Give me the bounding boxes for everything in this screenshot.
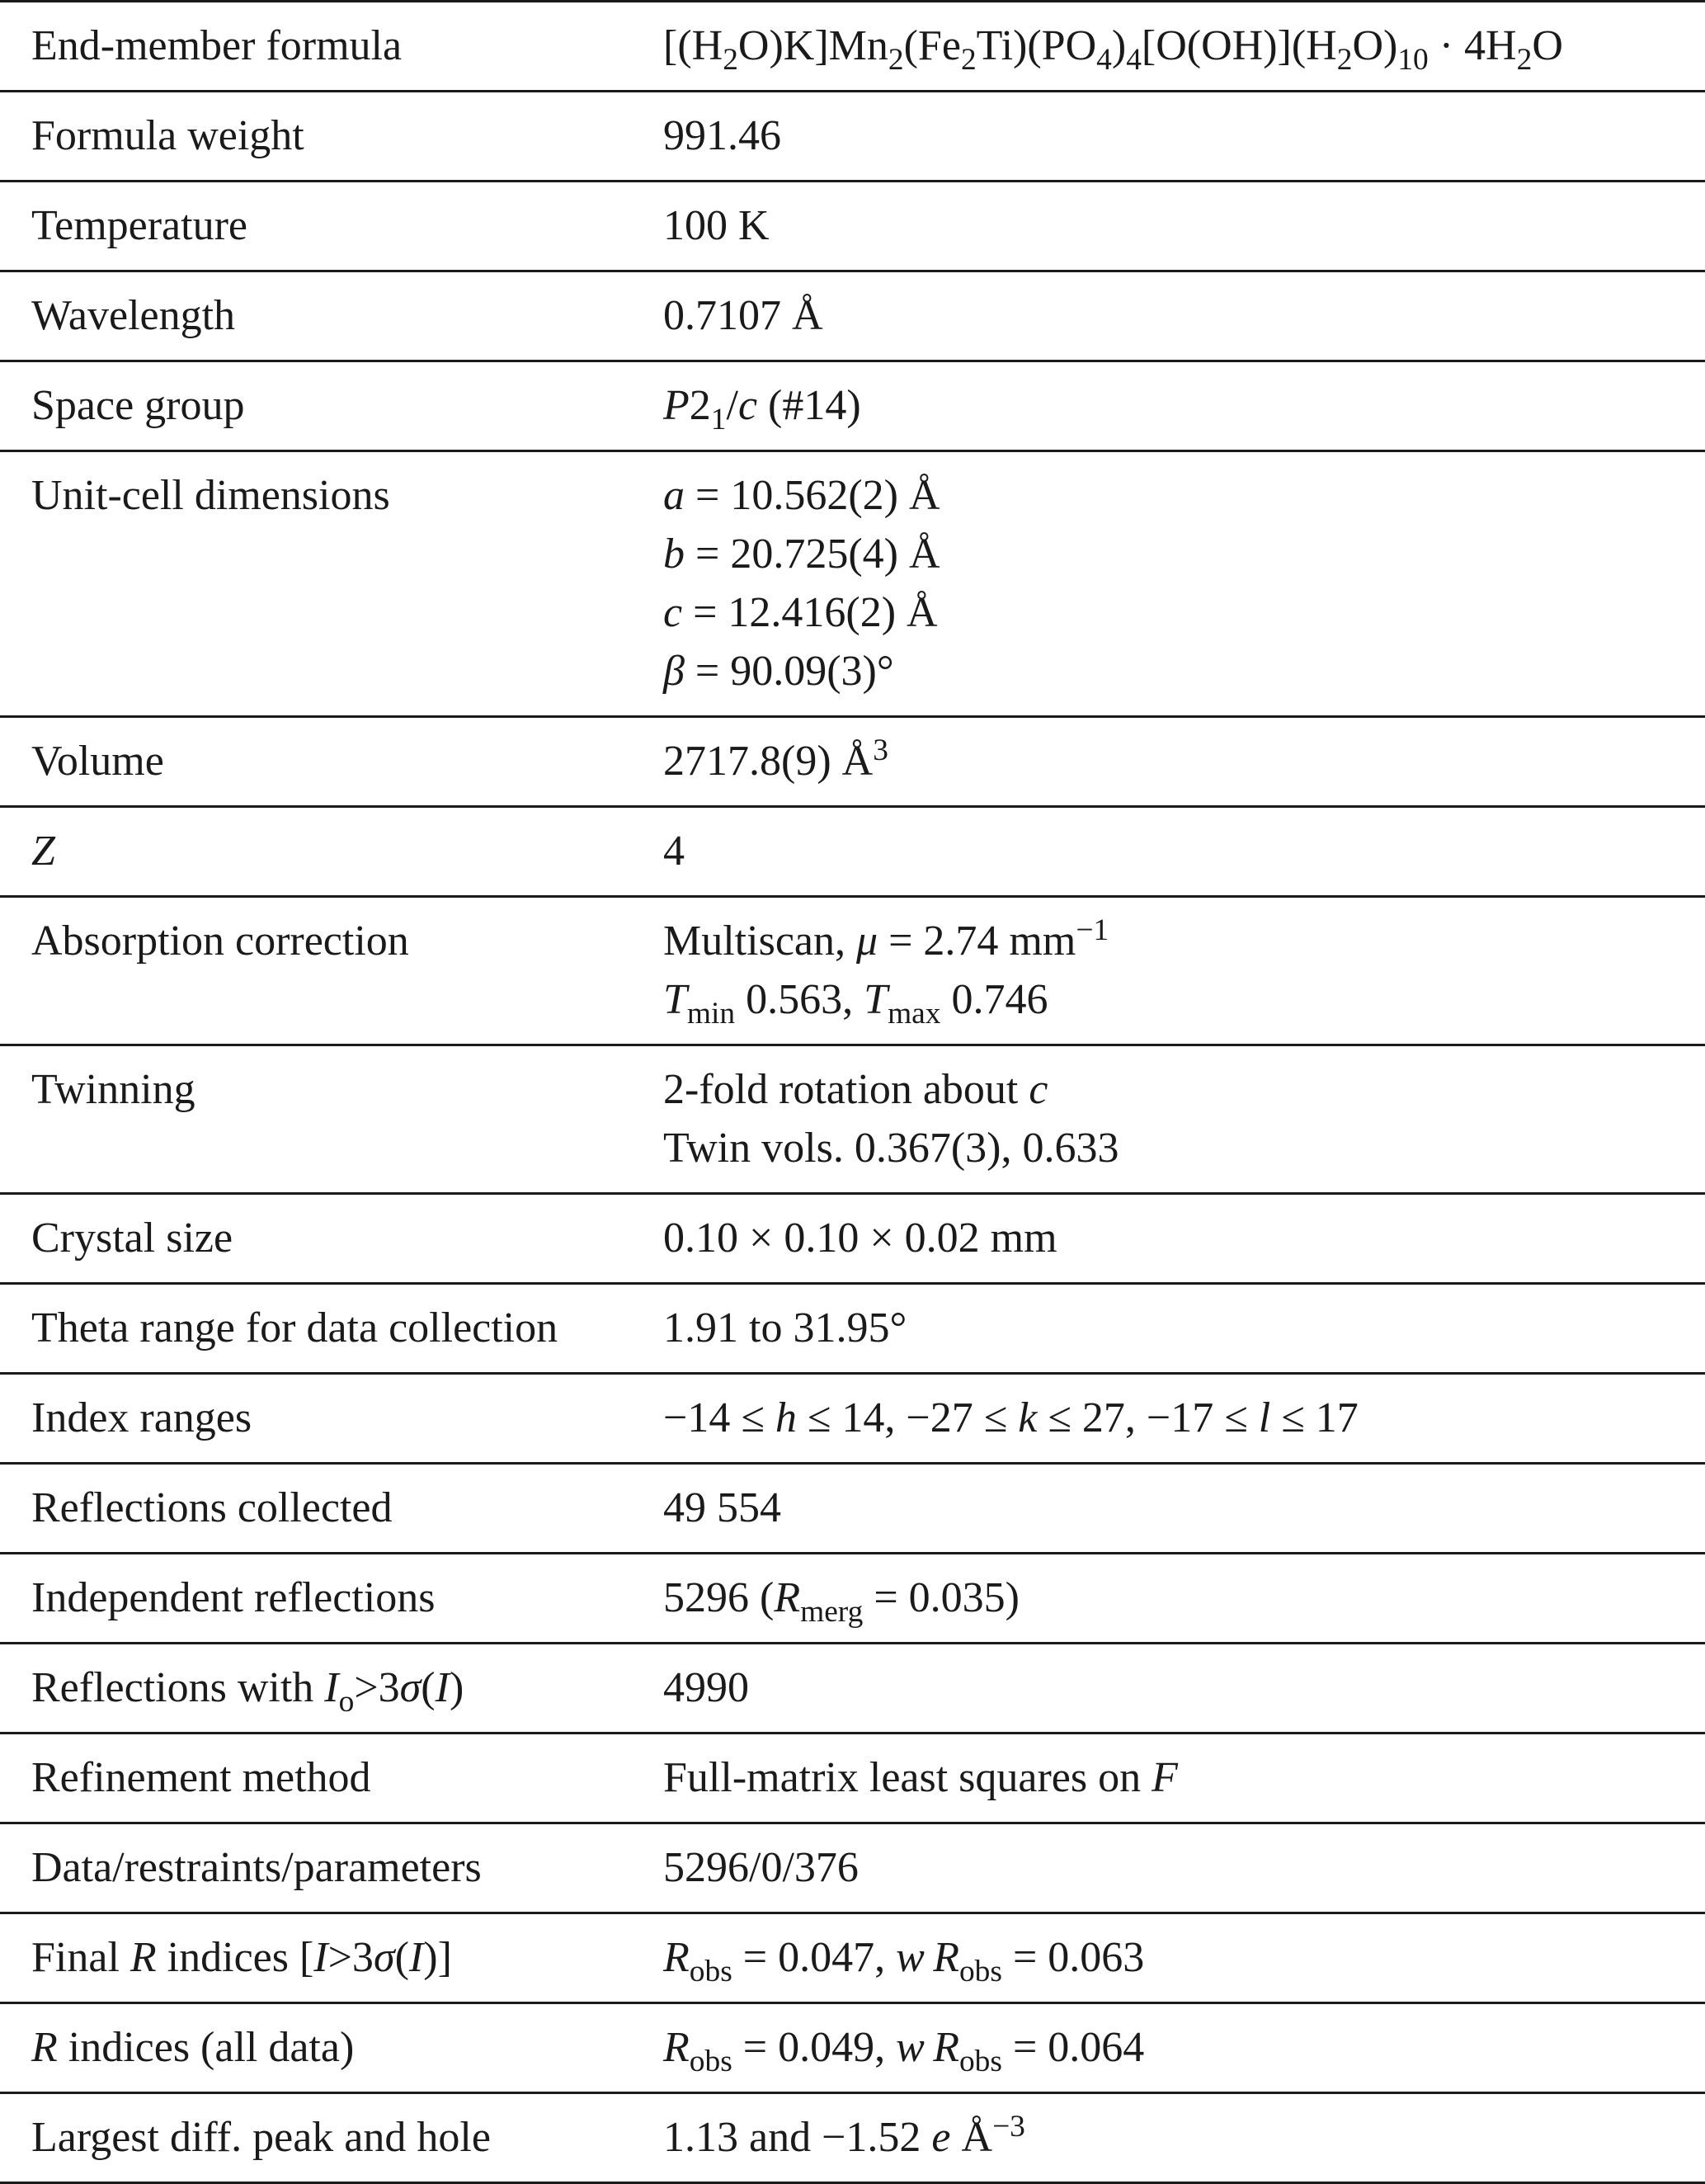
row-label xyxy=(0,1823,632,1913)
row-label-text: Unit-cell dimensions xyxy=(31,472,390,519)
table-row xyxy=(0,1823,1705,1913)
row-label xyxy=(0,2,632,92)
row-label-text: Wavelength xyxy=(31,292,236,339)
row-value xyxy=(632,451,1705,717)
row-label xyxy=(0,1464,632,1554)
row-label-text: Refinement method xyxy=(31,1754,371,1801)
table-row xyxy=(0,717,1705,807)
row-label-text: Z xyxy=(31,828,55,875)
row-value-line: 4 xyxy=(663,828,685,875)
row-value-line: 5296/0/376 xyxy=(663,1844,859,1891)
row-value-line: 2-fold rotation about c xyxy=(663,1066,1048,1113)
row-value-line: 991.46 xyxy=(663,112,781,159)
row-value xyxy=(632,1464,1705,1554)
table-row xyxy=(0,271,1705,361)
row-label-text: Volume xyxy=(31,738,164,785)
row-label xyxy=(0,271,632,361)
row-value xyxy=(632,1554,1705,1644)
row-label xyxy=(0,361,632,451)
table-row xyxy=(0,92,1705,182)
table-row xyxy=(0,1644,1705,1734)
row-label-text: Independent reflections xyxy=(31,1574,436,1621)
row-label xyxy=(0,1194,632,1284)
row-label xyxy=(0,1554,632,1644)
row-value-line: 2717.8(9) $Å^3$ xyxy=(663,734,888,785)
table-row xyxy=(0,1734,1705,1823)
row-value-line: 5296 $(R_{merg} = 0.035)$ xyxy=(663,1574,1020,1629)
row-value-line: $T_{min}$ 0.563, $T_{max}$ 0.746 xyxy=(663,976,1048,1031)
row-value xyxy=(632,1823,1705,1913)
row-label-text: Twinning xyxy=(31,1066,195,1113)
table-row xyxy=(0,2,1705,92)
row-value xyxy=(632,271,1705,361)
table-row xyxy=(0,1913,1705,2003)
row-value xyxy=(632,717,1705,807)
row-value-line: −14 ≤ h ≤ 14, −27 ≤ k ≤ 27, −17 ≤ l ≤ 17 xyxy=(663,1394,1359,1441)
row-label xyxy=(0,1644,632,1734)
table-row xyxy=(0,2093,1705,2183)
row-value xyxy=(632,1194,1705,1284)
row-value xyxy=(632,1734,1705,1823)
row-value xyxy=(632,1913,1705,2003)
table-row xyxy=(0,1464,1705,1554)
row-label-text: End-member formula xyxy=(31,22,403,69)
row-value-line: Full-matrix least squares on F xyxy=(663,1754,1178,1801)
row-value xyxy=(632,1644,1705,1734)
table-row xyxy=(0,1284,1705,1374)
row-label-text: Crystal size xyxy=(31,1215,233,1262)
row-value-line: 1.91 to 31.95° xyxy=(663,1304,907,1351)
table-row xyxy=(0,451,1705,717)
table-row xyxy=(0,897,1705,1045)
row-value-line: β = 90.09(3)° xyxy=(663,648,894,695)
row-value-line: 100 K xyxy=(663,202,770,249)
row-label-text: Final R indices [I>3σ(I)] xyxy=(31,1934,452,1981)
row-value-line: 1.13 and −1.52 e $Å^{-3}$ xyxy=(663,2110,1025,2161)
row-value xyxy=(632,2093,1705,2183)
table-row xyxy=(0,361,1705,451)
row-value-line: Multiscan, μ = 2.74 $mm^{-1}$ xyxy=(663,913,1109,965)
row-value xyxy=(632,1045,1705,1194)
row-label-text: R indices (all data) xyxy=(31,2024,355,2071)
row-label-text: Temperature xyxy=(31,202,247,249)
row-label xyxy=(0,897,632,1045)
row-label-text: Formula weight xyxy=(31,112,304,159)
row-value-line: c = 12.416(2) Å xyxy=(663,589,938,636)
row-value-line: a = 10.562(2) Å xyxy=(663,472,940,519)
row-label-text: Largest diff. peak and hole xyxy=(31,2114,491,2161)
row-value xyxy=(632,182,1705,271)
row-label xyxy=(0,1913,632,2003)
row-label-text: Reflections collected xyxy=(31,1484,393,1531)
row-label xyxy=(0,1734,632,1823)
row-label-text: Reflections with $I_o>3\sigma(I)$ xyxy=(31,1664,464,1719)
row-label xyxy=(0,451,632,717)
row-label xyxy=(0,1374,632,1464)
table-body xyxy=(0,2,1705,2183)
row-label-text: Space group xyxy=(31,382,245,429)
row-value xyxy=(632,897,1705,1045)
row-label xyxy=(0,182,632,271)
row-value xyxy=(632,807,1705,897)
row-value-line: 0.7107 Å xyxy=(663,292,823,339)
row-label xyxy=(0,2093,632,2183)
row-value xyxy=(632,1284,1705,1374)
row-label xyxy=(0,2003,632,2093)
row-value xyxy=(632,92,1705,182)
row-label xyxy=(0,807,632,897)
row-label xyxy=(0,1045,632,1194)
row-value-line: 4990 xyxy=(663,1664,749,1711)
table-row xyxy=(0,1194,1705,1284)
row-label xyxy=(0,92,632,182)
row-label-text: Data/restraints/parameters xyxy=(31,1844,482,1891)
row-value-line: Twin vols. 0.367(3), 0.633 xyxy=(663,1125,1119,1172)
row-value xyxy=(632,2003,1705,2093)
table-row xyxy=(0,2003,1705,2093)
row-value-line: b = 20.725(4) Å xyxy=(663,531,940,578)
row-value-line: $R_{obs} = 0.047$, w $R_{obs} = 0.063$ xyxy=(663,1934,1145,1988)
row-label-text: Index ranges xyxy=(31,1394,252,1441)
row-value xyxy=(632,361,1705,451)
table-row xyxy=(0,1045,1705,1194)
row-value-line: $R_{obs} = 0.049$, w $R_{obs} = 0.064$ xyxy=(663,2024,1145,2078)
row-label xyxy=(0,1284,632,1374)
row-value-line: $[(H_2O)K]Mn_2(Fe_2Ti)(PO_4)_4[O(OH)](H_2O)_{10} \cdot 4H_2O$ xyxy=(663,22,1563,77)
row-value-line: 49 554 xyxy=(663,1484,781,1531)
row-value-line: 0.10 × 0.10 × 0.02 mm xyxy=(663,1215,1057,1262)
row-label-text: Absorption correction xyxy=(31,917,409,965)
row-value xyxy=(632,2,1705,92)
row-label-text: Theta range for data collection xyxy=(31,1304,558,1351)
table-row xyxy=(0,1374,1705,1464)
row-value xyxy=(632,1374,1705,1464)
table-row xyxy=(0,807,1705,897)
row-value-line: $P2_1/c$ (#14) xyxy=(663,382,861,436)
row-label xyxy=(0,717,632,807)
table-row xyxy=(0,1554,1705,1644)
table-row xyxy=(0,182,1705,271)
